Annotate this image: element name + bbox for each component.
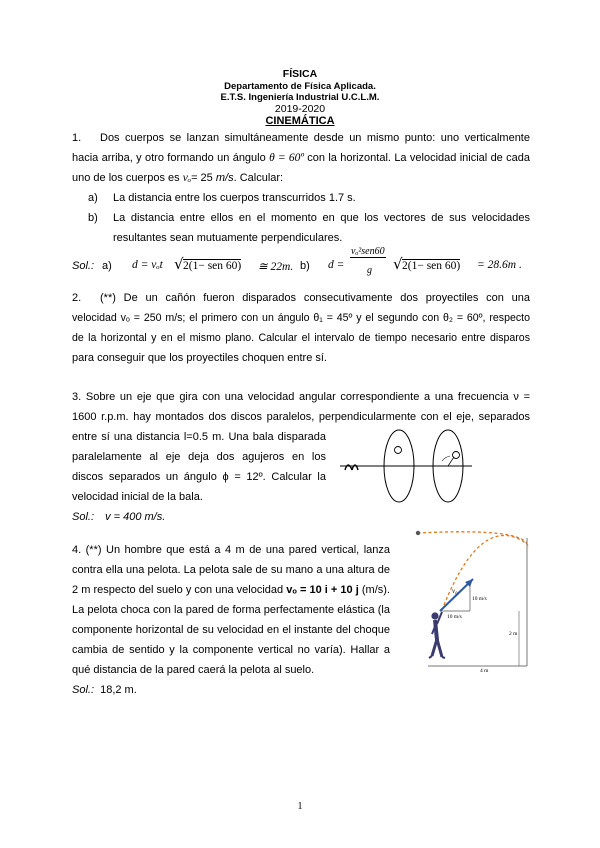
problem-1-item-a: a) La distancia entre los cuerpos transcurridos 1.7 s.: [88, 192, 356, 204]
problem-1-line1: 1. Dos cuerpos se lanzan simultáneamente desde un mismo punto: uno verticalmente: [72, 128, 530, 148]
solution-label: Sol.:: [72, 260, 95, 272]
hole-1: [395, 447, 402, 454]
subject-title: FÍSICA: [282, 68, 318, 80]
man-figure: [429, 612, 445, 658]
ball-trajectory: [418, 532, 527, 605]
height-label: 2 m: [509, 631, 518, 637]
problem-1-line3: uno de los cuerpos es vₒ= 25 m/s. Calcular:: [72, 172, 284, 184]
throw-figure: [410, 516, 538, 674]
vx-label: 10 m/s: [447, 614, 462, 620]
problem-1-item-b-cont: resultantes sean mutuamente perpendiculares.: [113, 232, 343, 244]
problem-4-solution: Sol.: 18,2 m.: [72, 684, 137, 696]
problem-3-solution: Sol.: v = 400 m/s.: [72, 511, 166, 523]
angle-ray: [448, 457, 454, 466]
formula-b-prefix: d =: [328, 259, 345, 271]
department: Departamento de Física Aplicada.: [224, 81, 376, 92]
formula-b-numerator: vₒ²sen60: [351, 246, 385, 257]
problem-2-number: 2.: [72, 292, 82, 304]
formula-b-result: = 28.6m .: [477, 259, 522, 271]
problem-1-solution: Sol.: a) d = vₒt √ 2(1− sen 60) ≅ 22m. b) d = vₒ²sen60 g √ 2(1− sen 60) = 28.6m .: [72, 246, 522, 276]
v0-label: v₀: [452, 587, 458, 595]
academic-year: 2019-2020: [274, 103, 326, 115]
distance-label: 4 m: [480, 668, 489, 674]
topic-title: CINEMÁTICA: [265, 115, 335, 127]
page-number: 1: [297, 801, 303, 812]
problem-1-line2: hacia arriba, y otro formando un ángulo θ = 60º con la horizontal. La velocidad inicial de cada: [72, 152, 531, 164]
problem-3: 3. Sobre un eje que gira con una velocidad angular correspondiente a una frecuencia ν = 1600 r.p.m. hay montados dos discos paralelos, perpendicularmente con el eje, separados entre sí una distancia l=0.5 m. Una bala disparada paralelamente al eje deja dos agujeros en los discos separados un ángulo ϕ = 12º. Calcular la velocidad inicial de la bala. Sol.: v = 400 m/s.: [72, 387, 530, 527]
angle-arc: [442, 456, 450, 461]
formula-b-denominator: g: [367, 265, 372, 276]
formula-a-result: ≅ 22m.: [258, 261, 294, 273]
discs-figure: [336, 428, 476, 510]
problem-1-number: 1.: [72, 132, 82, 144]
problem-1: [72, 128, 530, 248]
formula-a-prefix: d = vₒt: [132, 259, 163, 271]
problem-1-item-b: b) La distancia entre ellos en el momento en que los vectores de sus velocidades: [88, 212, 530, 224]
formula-a-radicand: 2(1− sen 60): [183, 260, 242, 272]
formula-b-radicand: 2(1− sen 60): [402, 260, 461, 272]
problem-4: 4. (**) Un hombre que está a 4 m de una pared vertical, lanza contra ella una pelota. La pelota sale de su mano a una altura de 2 m respecto del suelo y con una velocidad vₒ = 10 i + 10 j (m/s). La pelota choca con la pared de forma perfectamente elástica (la componente horizontal de su velocidad en el instante del choque cambia de sentido y la componente vertical no varía). Hallar a qué distancia de la pared caerá la pelota al suelo. Sol.: 18,2 m.: [72, 540, 390, 700]
header: [0, 68, 600, 127]
sqrt-sign-b: √: [393, 255, 403, 273]
vy-label: 10 m/s: [472, 596, 487, 602]
problem-2: 2. (**) De un cañón fueron disparados consecutivamente dos proyectiles con una velocidad vₒ = 250 m/s; el primero con un ángulo θ₁ = 45º y el segundo con θ₂ = 60º, respecto de la horizontal y en el mismo plano. Calcular el intervalo de tiempo necesario entre disparos para conseguir que los proyectiles choquen entre sí.: [72, 288, 530, 368]
sqrt-sign-a: √: [174, 255, 184, 273]
school: E.T.S. Ingeniería Industrial U.C.L.M.: [220, 92, 380, 103]
ball: [416, 531, 420, 535]
